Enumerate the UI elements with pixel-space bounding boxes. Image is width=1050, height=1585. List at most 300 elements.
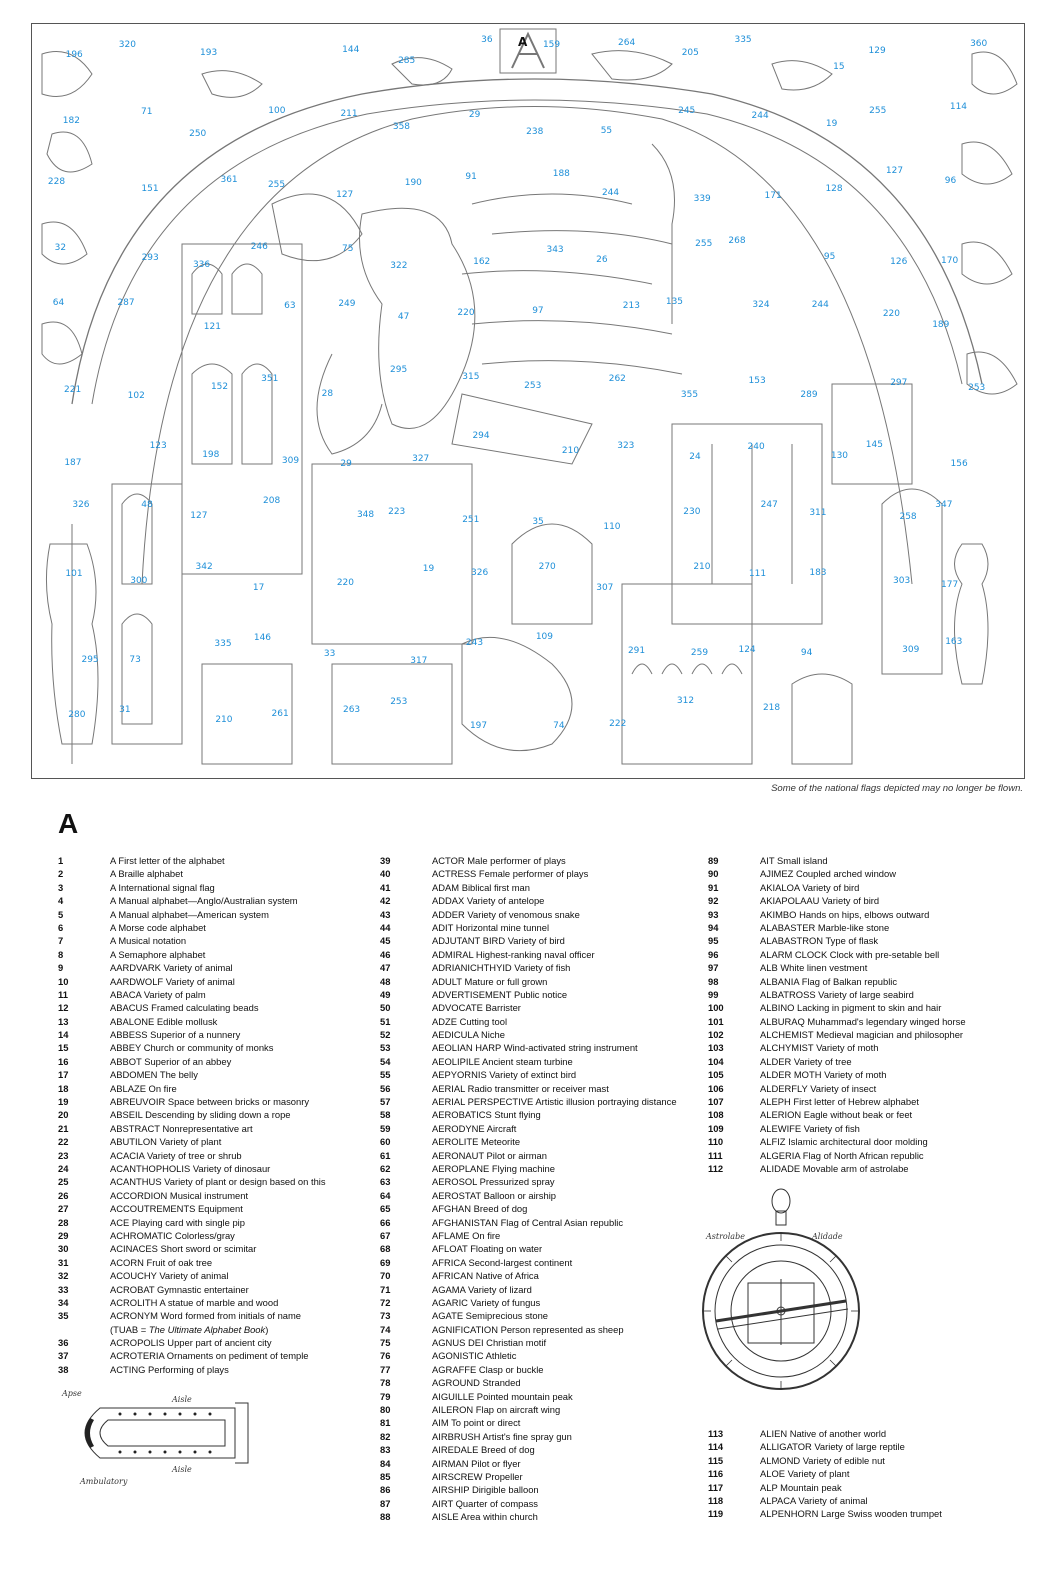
glossary-entry (380, 975, 700, 988)
alidade-label: Alidade (812, 1232, 843, 1241)
illustration-number: 228 (47, 177, 66, 188)
illustration-number: 324 (752, 299, 770, 310)
entry-definition: ABUTILON Variety of plant (110, 1136, 222, 1148)
entry-definition: ALABASTER Marble-like stone (760, 921, 890, 933)
illustration-number: 280 (68, 710, 86, 720)
entry-definition: ACANTHUS Variety of plant or design based on this (110, 1176, 326, 1188)
glossary-entry (380, 1430, 700, 1443)
glossary-entry (708, 1467, 1028, 1480)
entry-number: 55 (380, 1069, 391, 1081)
entry-number: 3 (58, 881, 64, 893)
glossary-entry (58, 1055, 378, 1068)
entry-definition: ACOUCHY Variety of animal (110, 1270, 229, 1282)
glossary-entry (380, 988, 700, 1001)
illustration-number: 205 (681, 47, 699, 58)
entry-number: 119 (708, 1508, 724, 1520)
entry-definition: ADVERTISEMENT Public notice (432, 988, 568, 1000)
entry-definition: ACCOUTREMENTS Equipment (110, 1203, 243, 1215)
glossary-entry (708, 894, 1028, 907)
entry-number: 84 (380, 1457, 391, 1469)
entry-number: 106 (708, 1082, 724, 1094)
glossary-entry (380, 894, 700, 907)
entry-definition: ABREUVOIR Space between bricks or masonry (110, 1096, 310, 1108)
illustration-number: 146 (253, 633, 272, 644)
illustration-number: 358 (392, 122, 411, 133)
entry-definition: ABBEY Church or community of monks (110, 1042, 274, 1054)
glossary-entry (58, 1202, 378, 1215)
glossary-entry (58, 1269, 378, 1282)
illustration-number: 220 (457, 307, 475, 318)
illustration-number: 210 (215, 715, 233, 726)
entry-definition: AIM To point or direct (432, 1417, 521, 1429)
entry-definition: ALEWIFE Variety of fish (760, 1122, 860, 1134)
illustration-number: 264 (618, 37, 636, 48)
illustration-number: 335 (734, 34, 752, 45)
illustration-number: 127 (885, 165, 904, 176)
glossary-entry (708, 988, 1028, 1001)
glossary-entry (708, 854, 1028, 867)
illustration-number: 268 (728, 235, 746, 246)
illustration-number: 130 (830, 450, 849, 461)
glossary-entry (58, 921, 378, 934)
illustration-number: 255 (267, 179, 286, 190)
entry-number: 13 (58, 1015, 69, 1027)
illustration-number: 26 (596, 254, 608, 265)
entry-definition: AEPYORNIS Variety of extinct bird (432, 1069, 577, 1081)
illustration-number: 259 (690, 648, 709, 659)
illustration-number: 249 (338, 298, 356, 309)
entry-number: 52 (380, 1029, 391, 1041)
illustration-number: 261 (271, 708, 289, 719)
glossary-entry (380, 1001, 700, 1014)
glossary-entry (58, 1175, 378, 1188)
entry-number: 100 (708, 1002, 724, 1014)
entry-number: 118 (708, 1494, 724, 1506)
entry-number: 99 (708, 988, 719, 1000)
entry-definition: AFRICAN Native of Africa (432, 1270, 539, 1282)
ambulatory-label: Ambulatory (80, 1477, 128, 1486)
glossary-entry (58, 1309, 378, 1322)
illustration-number: 246 (250, 241, 268, 252)
glossary-entry (380, 1390, 700, 1403)
alphabet-illustration (31, 23, 1025, 779)
entry-number: 16 (58, 1055, 69, 1067)
entry-number: 114 (708, 1441, 724, 1453)
entry-definition: ALEPH First letter of Hebrew alphabet (760, 1096, 919, 1108)
entry-number: 35 (58, 1310, 69, 1322)
entry-definition: ALLIGATOR Variety of large reptile (760, 1441, 905, 1453)
aisle-label-top: Aisle (172, 1395, 192, 1404)
entry-definition: ACTRESS Female performer of plays (432, 868, 589, 880)
illustration-number: 291 (627, 645, 646, 656)
entry-definition: AIREDALE Breed of dog (432, 1444, 535, 1456)
entry-number: 95 (708, 935, 719, 947)
entry-definition: AEROPLANE Flying machine (432, 1162, 555, 1174)
illustration-number: 326 (471, 567, 489, 578)
entry-number: 104 (708, 1055, 724, 1067)
entry-number: 67 (380, 1229, 391, 1241)
glossary-entry (58, 1135, 378, 1148)
entry-definition: AEROSTAT Balloon or airship (432, 1189, 557, 1201)
entry-number: 83 (380, 1444, 391, 1456)
illustration-number: 247 (760, 500, 778, 511)
entry-definition: ALPENHORN Large Swiss wooden trumpet (760, 1508, 942, 1520)
glossary-entry (58, 1095, 378, 1108)
glossary-entry (380, 1443, 700, 1456)
entry-definition: AFLOAT Floating on water (432, 1243, 543, 1255)
glossary-entry (380, 1162, 700, 1175)
entry-number: 93 (708, 908, 719, 920)
illustration-line-art (32, 24, 1025, 779)
entry-number: 65 (380, 1203, 391, 1215)
glossary-entry (380, 1483, 700, 1496)
entry-definition: ALIEN Native of another world (760, 1428, 887, 1439)
entry-number: 86 (380, 1484, 391, 1496)
illustration-number: A (518, 35, 528, 49)
glossary-entry (708, 1494, 1028, 1507)
entry-number: 98 (708, 975, 719, 987)
glossary-entry (58, 894, 378, 907)
entry-definition: A Morse code alphabet (110, 921, 206, 933)
illustration-number: 317 (410, 655, 428, 666)
entry-definition: ALIDADE Movable arm of astrolabe (760, 1162, 909, 1174)
entry-number: 33 (58, 1283, 69, 1295)
entry-number: 29 (58, 1229, 69, 1241)
entry-definition: ACTOR Male performer of plays (432, 855, 566, 866)
entry-number: 78 (380, 1377, 391, 1389)
illustration-number: 63 (284, 301, 296, 312)
illustration-number: 96 (944, 175, 957, 186)
glossary-entry (58, 1108, 378, 1121)
glossary-entry (58, 1349, 378, 1362)
illustration-number: 223 (388, 506, 406, 517)
glossary-entry (58, 1189, 378, 1202)
entry-definition: AIRT Quarter of compass (432, 1497, 538, 1509)
apse-floorplan-diagram (60, 1388, 260, 1488)
entry-definition: AGARIC Variety of fungus (432, 1296, 541, 1308)
illustration-number: 295 (390, 365, 408, 376)
illustration-number: 270 (538, 561, 556, 572)
entry-definition: ABACUS Framed calculating beads (110, 1002, 259, 1014)
entry-definition: ADIT Horizontal mine tunnel (432, 921, 550, 933)
glossary-entry (380, 1082, 700, 1095)
illustration-number: 327 (412, 453, 430, 464)
entry-definition: ADDER Variety of venomous snake (432, 908, 580, 920)
entry-definition: ALARM CLOCK Clock with pre-setable bell (760, 948, 940, 960)
entry-definition: A Manual alphabet—American system (110, 908, 269, 920)
entry-definition: A International signal flag (110, 881, 215, 893)
illustration-number: 144 (342, 45, 360, 56)
entry-definition: AERIAL PERSPECTIVE Artistic illusion portraying distance (432, 1096, 677, 1108)
entry-definition: AARDVARK Variety of animal (110, 962, 233, 974)
entry-number: 102 (708, 1029, 724, 1041)
entry-definition: AFRICA Second-largest continent (432, 1256, 573, 1268)
glossary-entry (708, 1001, 1028, 1014)
glossary-entry (708, 1055, 1028, 1068)
entry-definition: ALDERFLY Variety of insect (760, 1082, 877, 1094)
illustration-number: 198 (202, 450, 220, 461)
entry-number: 44 (380, 921, 391, 933)
entry-number: 14 (58, 1029, 69, 1041)
entry-number: 12 (58, 1002, 69, 1014)
glossary-entry (708, 921, 1028, 934)
illustration-number: 32 (54, 242, 67, 253)
entry-number: 31 (58, 1256, 69, 1268)
entry-number: 71 (380, 1283, 391, 1295)
entry-number: 39 (380, 855, 391, 866)
astrolabe-diagram (696, 1183, 866, 1398)
entry-number: 48 (380, 975, 391, 987)
glossary-entry (380, 1309, 700, 1322)
illustration-number: 47 (397, 311, 410, 322)
illustration-number: 263 (342, 704, 361, 715)
aisle-label-bottom: Aisle (172, 1465, 192, 1474)
illustration-number: 311 (809, 507, 827, 518)
glossary-entry (708, 1068, 1028, 1081)
illustration-number: 19 (422, 564, 435, 575)
entry-definition: ALBINO Lacking in pigment to skin and hair (760, 1002, 942, 1014)
illustration-number: 48 (141, 500, 153, 511)
glossary-entry (708, 1507, 1028, 1520)
illustration-number: 258 (899, 512, 917, 523)
glossary-entry (380, 921, 700, 934)
glossary-entry (708, 881, 1028, 894)
glossary-entry (380, 1510, 700, 1523)
entry-number: 37 (58, 1350, 69, 1362)
entry-number: 60 (380, 1136, 391, 1148)
entry-definition: ACROLITH A statue of marble and wood (110, 1296, 279, 1308)
entry-definition: ALCHEMIST Medieval magician and philosopher (760, 1029, 964, 1041)
glossary-entry (380, 934, 700, 947)
entry-definition: AIRSCREW Propeller (432, 1470, 523, 1482)
illustration-number: 323 (617, 440, 635, 451)
illustration-number: 297 (890, 377, 908, 388)
illustration-number: 287 (117, 297, 135, 308)
entry-number: 85 (380, 1470, 391, 1482)
entry-definition: A Braille alphabet (110, 868, 183, 880)
entry-number: 94 (708, 921, 719, 933)
glossary-entry (708, 1454, 1028, 1467)
illustration-number: 220 (882, 309, 901, 320)
entry-definition: AIT Small island (760, 855, 828, 866)
glossary-entry (58, 1256, 378, 1269)
entry-number: 96 (708, 948, 719, 960)
glossary-entry (380, 1108, 700, 1121)
glossary-entry (58, 854, 378, 867)
entry-number: 51 (380, 1015, 391, 1027)
entry-definition: AGROUND Stranded (432, 1377, 521, 1389)
illustration-number: 15 (833, 62, 845, 73)
entry-definition: ACINACES Short sword or scimitar (110, 1243, 257, 1255)
illustration-number: 208 (263, 495, 281, 506)
illustration-number: 128 (825, 184, 843, 195)
glossary-entry (380, 1403, 700, 1416)
entry-number: 41 (380, 881, 391, 893)
illustration-number: 75 (342, 244, 354, 255)
illustration-number: 97 (532, 305, 544, 316)
illustration-number: 218 (762, 703, 781, 714)
entry-number: 57 (380, 1096, 391, 1108)
illustration-number: 361 (220, 174, 238, 185)
entry-number: 53 (380, 1042, 391, 1054)
glossary-entry (58, 1068, 378, 1081)
entry-definition: AIRSHIP Dirigible balloon (432, 1484, 539, 1496)
illustration-number: 360 (970, 38, 988, 49)
illustration-number: 145 (865, 440, 883, 451)
illustration-number: 183 (809, 567, 827, 578)
entry-definition: ABACA Variety of palm (110, 988, 206, 1000)
glossary-entry (58, 1001, 378, 1014)
illustration-number: 307 (596, 582, 614, 593)
illustration-number: 244 (811, 300, 829, 311)
illustration-number: 312 (676, 695, 695, 706)
illustration-number: 36 (481, 35, 493, 46)
entry-number: 63 (380, 1176, 391, 1188)
entry-definition: ALDER Variety of tree (760, 1055, 852, 1067)
entry-definition: AILERON Flap on aircraft wing (432, 1404, 561, 1416)
entry-number: 36 (58, 1337, 69, 1349)
glossary-entry (380, 1256, 700, 1269)
entry-number: 88 (380, 1511, 391, 1523)
illustration-number: 127 (190, 510, 208, 521)
entry-number: 46 (380, 948, 391, 960)
glossary-entry (58, 975, 378, 988)
entry-number: 30 (58, 1243, 69, 1255)
entry-definition: AISLE Area within church (432, 1511, 538, 1523)
entry-definition: ABBESS Superior of a nunnery (110, 1029, 241, 1041)
entry-number: 59 (380, 1122, 391, 1134)
illustration-number: 243 (465, 637, 484, 648)
illustration-number: 29 (340, 458, 352, 469)
illustration-number: 193 (200, 48, 218, 59)
entry-number: 21 (58, 1122, 69, 1134)
glossary-entry (58, 934, 378, 947)
glossary-entry (380, 1055, 700, 1068)
illustration-number: 100 (268, 105, 286, 116)
entry-number: 45 (380, 935, 391, 947)
glossary-entry (380, 1028, 700, 1041)
entry-number: 47 (380, 962, 391, 974)
glossary-entry (708, 975, 1028, 988)
entry-definition: AEOLIAN HARP Wind-activated string instrument (432, 1042, 638, 1054)
entry-number: 68 (380, 1243, 391, 1255)
entry-definition: ACROTERIA Ornaments on pediment of temple (110, 1350, 309, 1362)
illustration-number: 320 (118, 40, 136, 51)
illustration-number: 102 (127, 390, 145, 401)
illustration-number: 240 (747, 442, 765, 453)
entry-number: 34 (58, 1296, 69, 1308)
entry-number: 91 (708, 881, 719, 893)
glossary-column-3-continued (708, 1427, 1028, 1521)
entry-number: 109 (708, 1122, 724, 1134)
entry-definition: AGNUS DEI Christian motif (432, 1337, 547, 1349)
entry-number: 58 (380, 1109, 391, 1121)
glossary-entry (58, 908, 378, 921)
entry-number: 116 (708, 1468, 724, 1480)
entry-number: 103 (708, 1042, 724, 1054)
glossary-entry (380, 1229, 700, 1242)
illustration-number: 159 (542, 40, 561, 51)
entry-number: 108 (708, 1109, 724, 1121)
glossary-entry (380, 1189, 700, 1202)
illustration-number: 309 (281, 456, 300, 467)
glossary-entry (708, 1427, 1028, 1440)
illustration-number: 255 (869, 105, 887, 116)
glossary-entry (380, 1349, 700, 1362)
entry-definition: AGAMA Variety of lizard (432, 1283, 532, 1295)
entry-number: 40 (380, 868, 391, 880)
entry-definition: AEOLIPILE Ancient steam turbine (432, 1055, 573, 1067)
glossary-entry (380, 1095, 700, 1108)
entry-definition: ALMOND Variety of edible nut (760, 1454, 885, 1466)
entry-number: 2 (58, 868, 64, 880)
entry-number: 22 (58, 1136, 69, 1148)
illustration-number: 210 (693, 561, 711, 572)
illustration-number: 73 (129, 655, 141, 666)
illustration-number: 17 (252, 583, 265, 594)
entry-number: 107 (708, 1096, 724, 1108)
glossary-entry (380, 1175, 700, 1188)
illustration-number: 250 (189, 128, 207, 139)
entry-definition: A Manual alphabet—Anglo/Australian system (110, 895, 298, 907)
entry-number: 87 (380, 1497, 391, 1509)
entry-definition: ADDAX Variety of antelope (432, 895, 545, 907)
glossary-entry (708, 948, 1028, 961)
entry-definition: AGNIFICATION Person represented as sheep (432, 1323, 624, 1335)
entry-definition: ADMIRAL Highest-ranking naval officer (432, 948, 595, 960)
entry-definition: AFGHANISTAN Flag of Central Asian republic (432, 1216, 624, 1228)
entry-definition: AKIAPOLAAU Variety of bird (760, 895, 880, 907)
entry-definition: ALPACA Variety of animal (760, 1494, 868, 1506)
illustration-number: 121 (203, 321, 221, 332)
entry-definition: ACCORDION Musical instrument (110, 1189, 249, 1201)
illustration-number: 230 (683, 506, 701, 517)
entry-definition: ADULT Mature or full grown (432, 975, 548, 987)
illustration-number: 221 (64, 385, 82, 396)
glossary-column-3 (708, 854, 1028, 1175)
entry-definition: ABBOT Superior of an abbey (110, 1055, 232, 1067)
glossary-entry (58, 1296, 378, 1309)
illustration-number: 190 (404, 178, 422, 189)
glossary-entry (58, 988, 378, 1001)
entry-number: 27 (58, 1203, 69, 1215)
glossary-entry (380, 1122, 700, 1135)
entry-definition: ACROBAT Gymnastic entertainer (110, 1283, 249, 1295)
entry-number: 4 (58, 895, 64, 907)
entry-definition: ABALONE Edible mollusk (110, 1015, 218, 1027)
glossary-entry (58, 1162, 378, 1175)
illustration-number: 110 (603, 522, 621, 533)
glossary-entry (58, 961, 378, 974)
glossary-entry (380, 1041, 700, 1054)
glossary-entry (708, 1095, 1028, 1108)
entry-number: 110 (708, 1136, 724, 1148)
illustration-number: 197 (469, 720, 488, 731)
entry-definition: A Musical notation (110, 935, 187, 947)
glossary-entry (58, 1082, 378, 1095)
illustration-number: 309 (902, 645, 920, 656)
entry-definition: ABSEIL Descending by sliding down a rope (110, 1109, 291, 1121)
glossary-entry (380, 1242, 700, 1255)
illustration-number: 339 (693, 194, 711, 205)
illustration-number: 123 (149, 441, 167, 452)
glossary-entry (708, 1135, 1028, 1148)
entry-definition: AEROBATICS Stunt flying (432, 1109, 541, 1121)
illustration-number: 188 (552, 168, 570, 179)
glossary-entry (58, 1028, 378, 1041)
entry-definition: ALOE Variety of plant (760, 1468, 850, 1480)
illustration-number: 94 (800, 648, 813, 659)
